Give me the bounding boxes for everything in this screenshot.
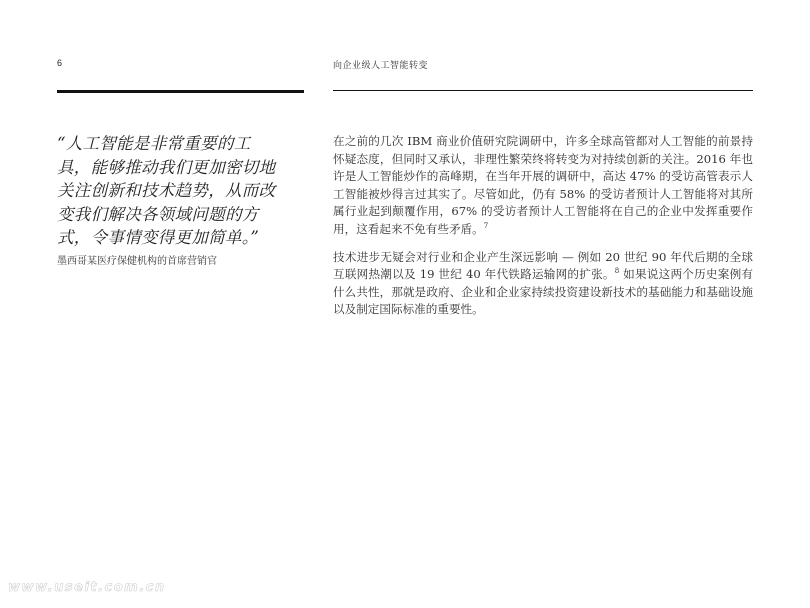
body-paragraph-1 <box>333 133 753 239</box>
footnote-ref-8[interactable]: 8 <box>614 267 620 276</box>
running-header-title: 向企业级人工智能转变 <box>333 61 429 71</box>
paragraph-1-text: 在之前的几次 IBM 商业价值研究院调研中，许多全球高管都对人工智能的前景持怀疑态度，但同时又承认，非理性繁荣终将转变为对持续创新的关注。2016 年也许是人工智能炒作的高峰期，在当年开展的调研中，高达 47% 的受访高管表示人工智能被炒得言过其实了。尽管如此，仍有 58% 的受访者预计人工智能将对其所属行业起到颠覆作用，67% 的受访者预计人工智能将在自己的企业中发挥重要作用，这看起来不免有些矛盾。 <box>333 134 753 236</box>
paragraph-2b-text: 如果说这两个历史案例有什么共性，那就是政府、企业和企业家持续投资建设新技术的基础能力和基础设施以及制定国际标准的重要性。 <box>333 267 754 317</box>
page-number: 6 <box>57 58 63 68</box>
pull-quote: “人工智能是非常重要的工具，能够推动我们更加密切地关注创新和技术趋势，从而改变我们解决各领域问题的方式，令事情变得更加简单。” <box>57 134 276 247</box>
body-paragraph-2 <box>333 249 753 319</box>
quote-attribution: 墨西哥某医疗保健机构的首席营销官 <box>57 256 217 267</box>
paragraph-2a-text: 技术进步无疑会对行业和企业产生深远影响 — 例如 20 世纪 90 年代后期的全球互联网热潮以及 19 世纪 40 年代铁路运输网的扩张。 <box>333 249 753 282</box>
right-column-rule <box>333 90 753 91</box>
footnote-ref-7[interactable]: 7 <box>483 222 489 231</box>
site-watermark: www.useit.com.cn <box>8 580 166 595</box>
left-column-rule <box>57 90 304 93</box>
body-text <box>333 133 753 329</box>
